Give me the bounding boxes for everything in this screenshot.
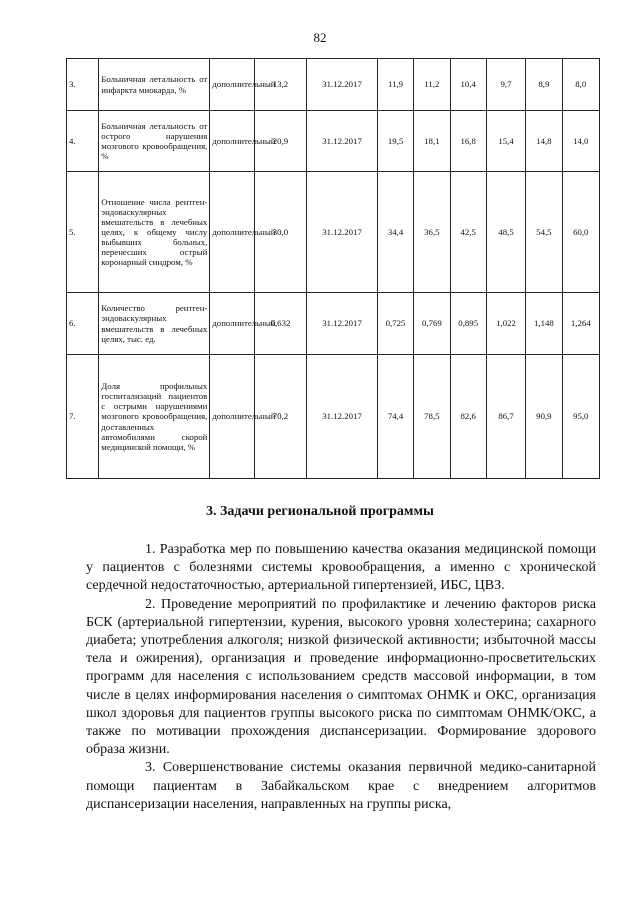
base-date: 31.12.2017 (307, 172, 378, 293)
row-number: 4. (67, 111, 99, 172)
base-value: 20,9 (254, 111, 306, 172)
year-value: 1,022 (486, 293, 525, 355)
page-number: 82 (313, 30, 327, 45)
year-value: 16,8 (450, 111, 486, 172)
base-value: 70,2 (254, 355, 306, 479)
row-number: 3. (67, 59, 99, 111)
section-title: 3. Задачи региональной программы (206, 504, 434, 519)
table-row (67, 172, 600, 293)
row-number: 5. (67, 172, 99, 293)
base-value: 13,2 (254, 59, 306, 111)
year-value: 0,769 (414, 293, 450, 355)
paragraph: 3. Совершенствование системы оказания первичной медико-санитарной помощи пациентам в Забайкальском крае с внедрением алгоритмов диспансеризации населения, направленных на группы риска, (86, 760, 596, 812)
year-value: 74,4 (377, 355, 413, 479)
base-value: 30,0 (254, 172, 306, 293)
year-value: 0,725 (377, 293, 413, 355)
year-value: 14,8 (526, 111, 562, 172)
year-value: 82,6 (450, 355, 486, 479)
base-date: 31.12.2017 (307, 293, 378, 355)
indicator-name: Доля профильных госпитализаций пациентов с острыми нарушениями мозгового кровообращения, доставленных автомобилями скорой медицинской помощи, % (99, 355, 210, 479)
indicator-name: Больничная летальность от острого нарушения мозгового кровообращения, % (99, 111, 210, 172)
table-row (67, 59, 600, 111)
indicator-type: дополнительный (210, 59, 254, 111)
table-row (67, 355, 600, 479)
year-value: 34,4 (377, 172, 413, 293)
paragraph: 2. Проведение мероприятий по профилактике и лечению факторов риска БСК (артериальной гипертензии, курения, высокого уровня холестерина; сахарного диабета; употребления алкоголя; низкой физической активности; избыточной массы тела и ожирения), организация и проведение информационно-просветительских программ для населения с использованием средств массовой информации, в том числе в целях информирования населения о симптомах ОНМК и ОКС, организация школ здоровья для пациентов группы высокого риска по симптомам ОНМК/ОКС, а также по мотивации прохождения диспансеризации. Формирование здорового образа жизни. (86, 596, 596, 758)
year-value: 8,9 (526, 59, 562, 111)
indicator-type: дополнительный (210, 111, 254, 172)
row-number: 7. (67, 355, 99, 479)
indicator-name: Больничная летальность от инфаркта миокарда, % (99, 59, 210, 111)
year-value: 1,264 (562, 293, 599, 355)
indicator-type: дополнительный (210, 355, 254, 479)
year-value: 95,0 (562, 355, 599, 479)
year-value: 14,0 (562, 111, 599, 172)
year-value: 15,4 (486, 111, 525, 172)
year-value: 36,5 (414, 172, 450, 293)
indicator-type: дополнительный (210, 293, 254, 355)
base-date: 31.12.2017 (307, 355, 378, 479)
year-value: 11,9 (377, 59, 413, 111)
base-value: 0,632 (254, 293, 306, 355)
year-value: 11,2 (414, 59, 450, 111)
indicator-name: Количество рентген-эндоваскулярных вмешательств в лечебных целях, тыс. ед. (99, 293, 210, 355)
year-value: 9,7 (486, 59, 525, 111)
year-value: 86,7 (486, 355, 525, 479)
paragraph: 1. Разработка мер по повышению качества оказания медицинской помощи у пациентов с болезнями системы кровообращения, а именно с хронической сердечной недостаточностью, артериальной гипертензией, ИБС, ЦВЗ. (86, 542, 596, 594)
table-row (67, 293, 600, 355)
year-value: 10,4 (450, 59, 486, 111)
year-value: 8,0 (562, 59, 599, 111)
indicators-table (66, 58, 600, 479)
table-row (67, 111, 600, 172)
year-value: 19,5 (377, 111, 413, 172)
indicator-name: Отношение числа рентген-эндоваскулярных вмешательств в лечебных целях, к общему числу выбывших больных, перенесших острый коронарный синдром, % (99, 172, 210, 293)
year-value: 48,5 (486, 172, 525, 293)
year-value: 18,1 (414, 111, 450, 172)
year-value: 90,9 (526, 355, 562, 479)
indicator-type: дополнительный (210, 172, 254, 293)
year-value: 54,5 (526, 172, 562, 293)
base-date: 31.12.2017 (307, 59, 378, 111)
base-date: 31.12.2017 (307, 111, 378, 172)
row-number: 6. (67, 293, 99, 355)
year-value: 60,0 (562, 172, 599, 293)
year-value: 0,895 (450, 293, 486, 355)
year-value: 78,5 (414, 355, 450, 479)
year-value: 42,5 (450, 172, 486, 293)
tasks-text (86, 541, 596, 814)
year-value: 1,148 (526, 293, 562, 355)
